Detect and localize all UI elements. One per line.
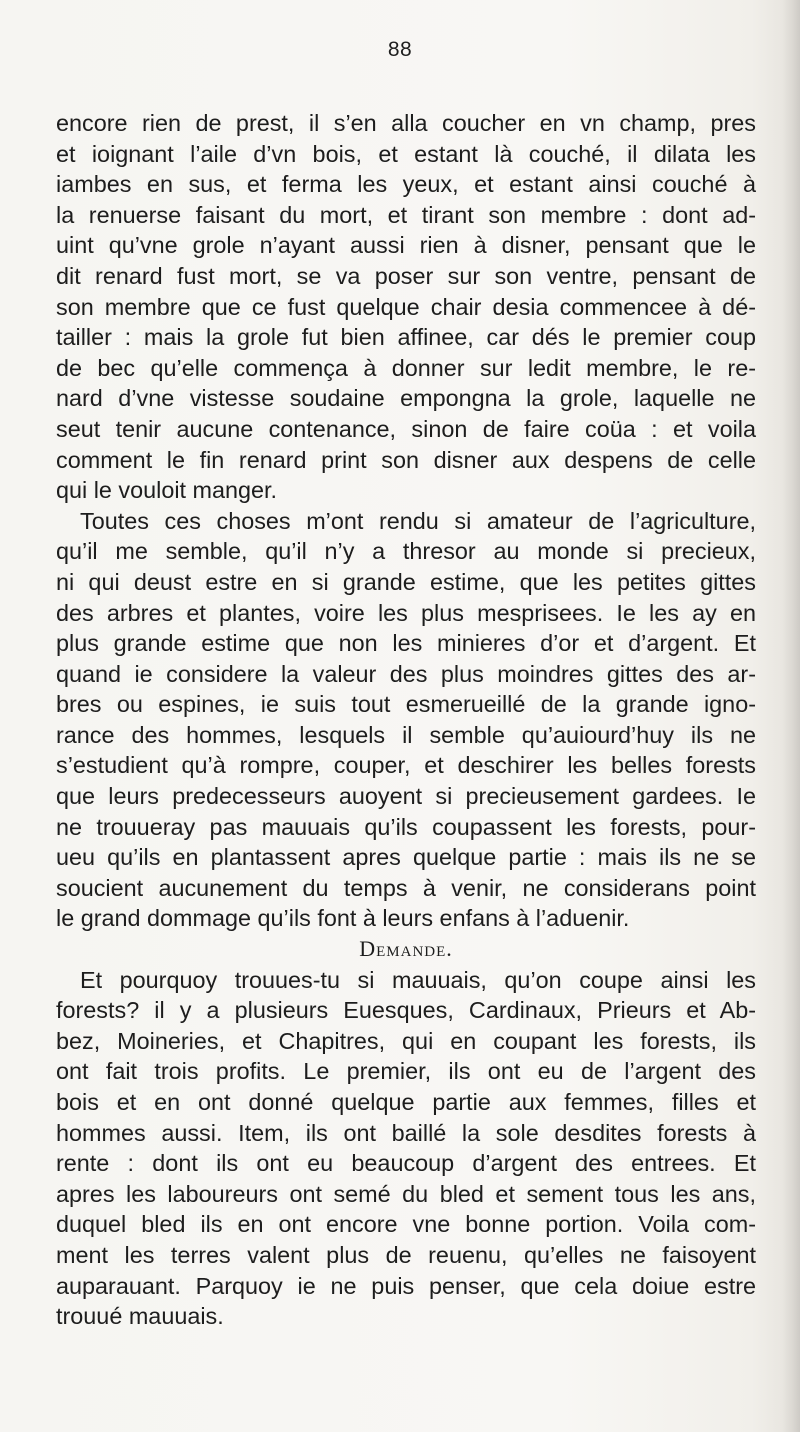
text-line: bois et en ont donné quelque partie aux femmes, filles et [56, 1089, 756, 1115]
text-line: ont fait trois profits. Le premier, ils ont eu de l’argent des [56, 1058, 756, 1085]
text-line: des arbres et plantes, voire les plus mesprisees. Ie les ay en [56, 599, 756, 626]
text-line: duquel bled ils en ont encore vne bonne portion. Voila com- [56, 1211, 756, 1238]
paragraph-3 [56, 965, 756, 1332]
text-line: s’estudient qu’à rompre, couper, et deschirer les belles forests [56, 752, 756, 779]
text-line: nard d’vne vistesse soudaine empongna la grole, laquelle ne [56, 385, 756, 412]
text-line: quand ie considere la valeur des plus moindres gittes des ar- [56, 660, 756, 687]
text-line: ni qui deust estre en si grande estime, que les petites gittes [56, 568, 756, 595]
text-line: bez, Moineries, et Chapitres, qui en coupant les forests, ils [56, 1027, 756, 1054]
page-number: 88 [387, 38, 413, 61]
text-line: qui le vouloit manger. [56, 477, 278, 504]
text-line: ueu qu’ils en plantassent apres quelque partie : mais ils ne se [56, 844, 756, 871]
page-edge-shadow [782, 0, 800, 1432]
text-line: son membre que ce fust quelque chair desia commencee à dé- [56, 293, 756, 320]
text-line: la renuerse faisant du mort, et tirant son membre : dont ad- [56, 201, 756, 228]
text-line: hommes aussi. Item, ils ont baillé la sole desdites forests à [56, 1119, 756, 1146]
text-line: et ioignant l’aile d’vn bois, et estant là couché, il dilata les [56, 140, 756, 167]
text-line: iambes en sus, et ferma les yeux, et estant ainsi couché à [56, 171, 756, 198]
text-line: auparauant. Parquoy ie ne puis penser, que cela doiue estre [56, 1272, 756, 1299]
text-line: apres les laboureurs ont semé du bled et sement tous les ans, [56, 1180, 756, 1207]
text-line: rente : dont ils ont eu beaucoup d’argent des entrees. Et [56, 1150, 756, 1177]
section-heading: Demande. [359, 936, 453, 962]
text-line: uint qu’vne grole n’ayant aussi rien à disner, pensant que le [56, 232, 756, 259]
text-line: tailler : mais la grole fut bien affinee, car dés le premier coup [56, 324, 756, 351]
page-text [56, 108, 756, 1332]
text-line: dit renard fust mort, se va poser sur son ventre, pensant de [56, 262, 756, 289]
text-line: de bec qu’elle commença à donner sur ledit membre, le re- [56, 354, 756, 381]
text-line: ne trouueray pas mauuais qu’ils coupassent les forests, pour- [56, 813, 756, 840]
text-line: Et pourquoy trouues-tu si mauuais, qu’on coupe ainsi les [80, 966, 756, 993]
text-line: forests? il y a plusieurs Euesques, Cardinaux, Prieurs et Ab- [56, 997, 756, 1024]
text-line: plus grande estime que non les minieres d’or et d’argent. Et [56, 630, 756, 657]
text-line: encore rien de prest, il s’en alla coucher en vn champ, pres [56, 110, 756, 136]
text-line: soucient aucunement du temps à venir, ne considerans point [56, 874, 756, 901]
paragraph-2 [56, 506, 756, 934]
text-line: trouué mauuais. [56, 1303, 224, 1330]
text-line: Toutes ces choses m’ont rendu si amateur de l’agriculture, [80, 507, 756, 534]
text-line: bres ou espines, ie suis tout esmerueillé de la grande igno- [56, 691, 756, 718]
text-line: le grand dommage qu’ils font à leurs enfans à l’aduenir. [56, 905, 630, 932]
text-line: rance des hommes, lesquels il semble qu’auiourd’huy ils ne [56, 721, 756, 748]
paragraph-1 [56, 108, 756, 506]
text-line: que leurs predecesseurs auoyent si precieusement gardees. Ie [56, 783, 756, 810]
text-line: comment le fin renard print son disner aux despens de celle [56, 446, 756, 473]
text-line: seut tenir aucune contenance, sinon de faire coüa : et voila [56, 415, 756, 442]
text-line: ment les terres valent plus de reuenu, qu’elles ne faisoyent [56, 1241, 756, 1268]
text-line: qu’il me semble, qu’il n’y a thresor au monde si precieux, [56, 538, 756, 565]
